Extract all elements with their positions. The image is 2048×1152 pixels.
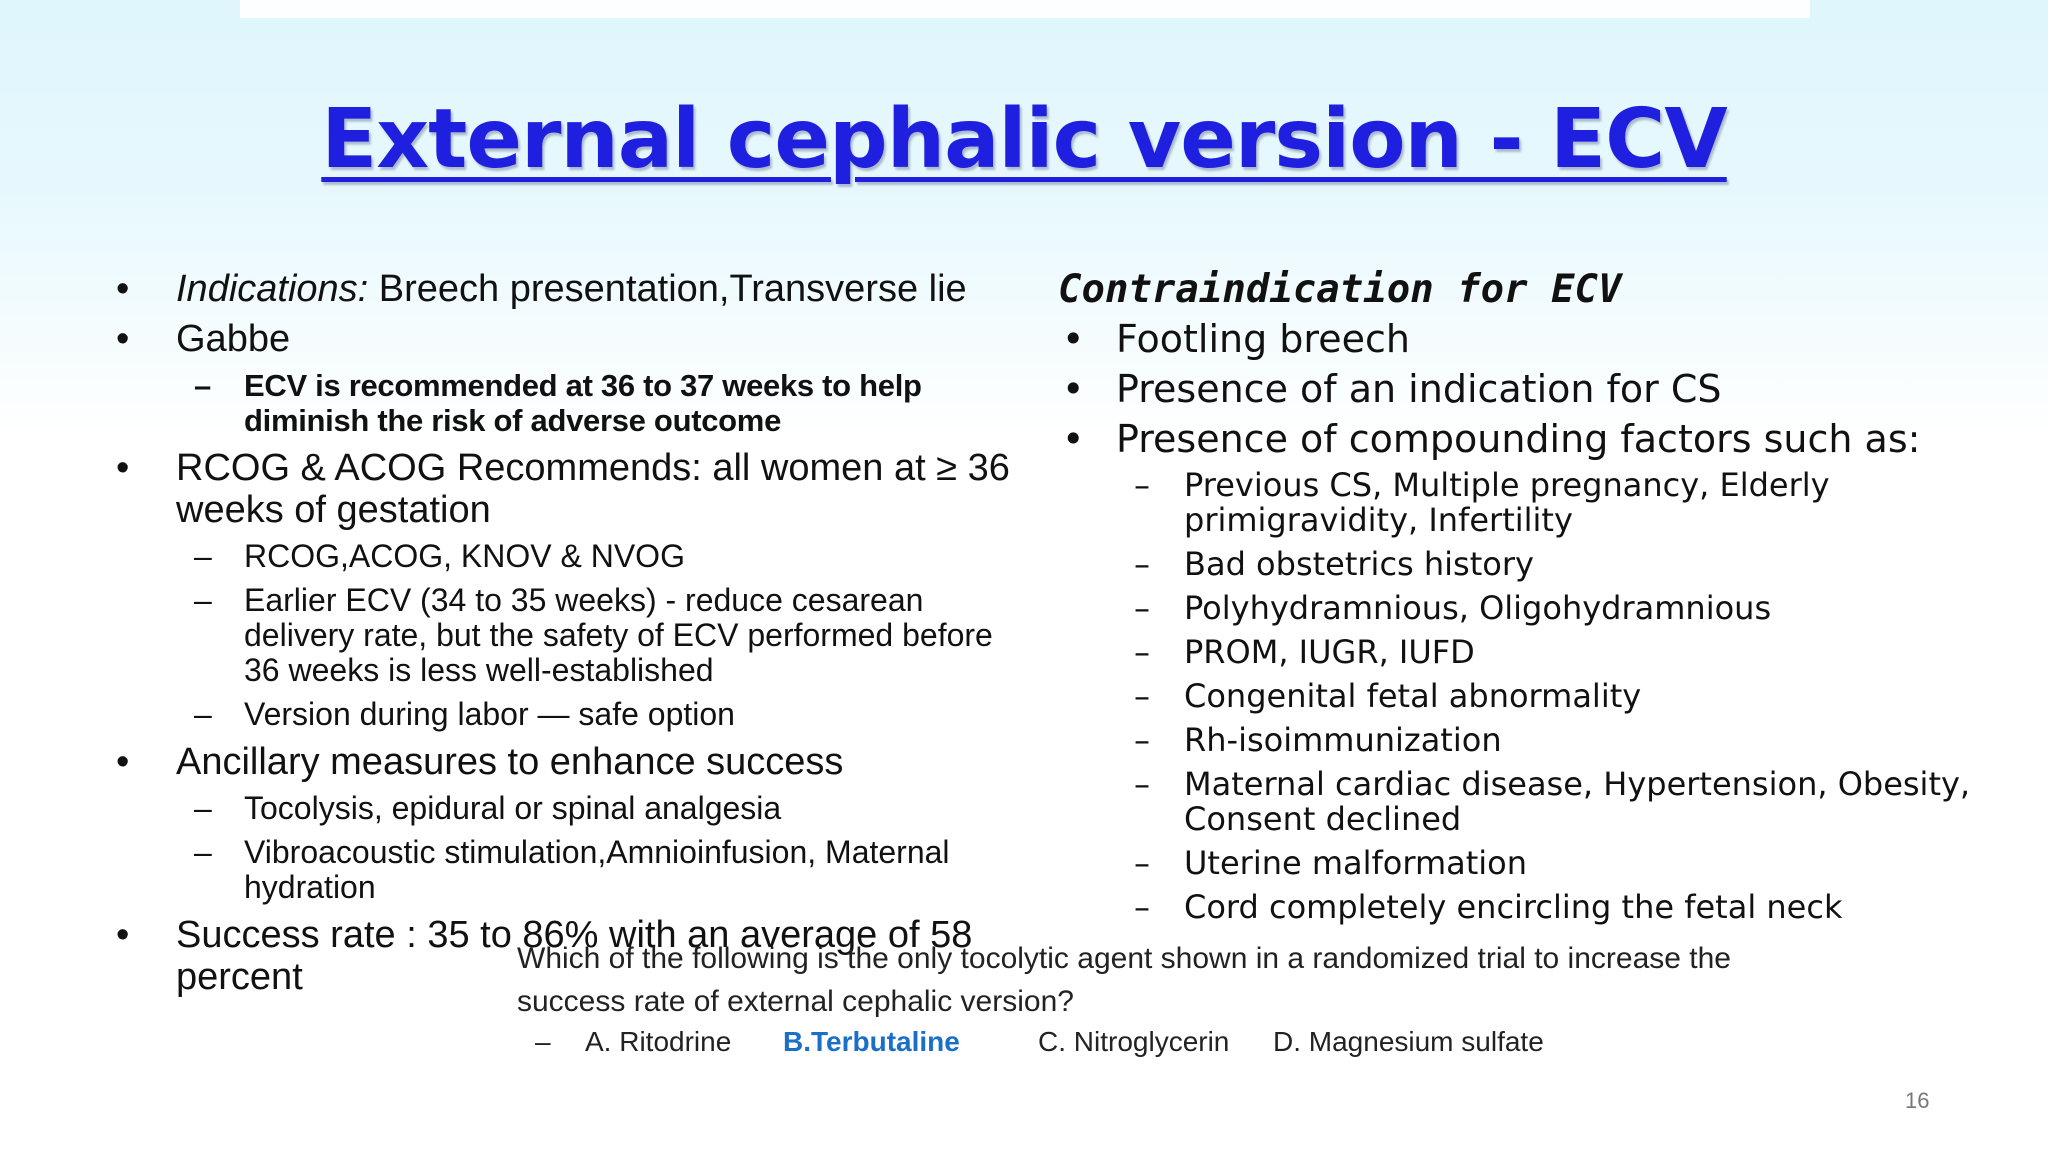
contra-item-3: • Presence of compounding factors such as: xyxy=(1058,418,1978,460)
option-dash: – xyxy=(535,1026,551,1057)
gabbe-item: • Gabbe xyxy=(112,318,1012,360)
rcog-subitem-2: – Earlier ECV (34 to 35 weeks) - reduce cesarean delivery rate, but the safety of ECV performed before 36 weeks is less well-established xyxy=(112,583,1012,688)
indications-item xyxy=(112,268,1012,310)
indications-label: Indications: xyxy=(176,268,369,310)
ancillary-item: • Ancillary measures to enhance success xyxy=(112,741,1012,783)
rcog-item: • RCOG & ACOG Recommends: all women at ≥ 36 weeks of gestation xyxy=(112,447,1012,531)
contra-item-2: • Presence of an indication for CS xyxy=(1058,368,1978,410)
contra-subitem-4: – PROM, IUGR, IUFD xyxy=(1058,635,1978,670)
contraindication-list xyxy=(1058,318,1978,925)
contra-subitem-5: – Congenital fetal abnormality xyxy=(1058,679,1978,714)
contra-subitem-2: – Bad obstetrics history xyxy=(1058,547,1978,582)
success-rate-item: • Success rate : 35 to 86% with an average of 58 percent xyxy=(112,914,1012,998)
page-number: 16 xyxy=(1905,1088,1930,1113)
rcog-subitem-3: – Version during labor — safe option xyxy=(112,697,1012,732)
contra-subitem-8: – Uterine malformation xyxy=(1058,846,1978,881)
rcog-subitem-1: – RCOG,ACOG, KNOV & NVOG xyxy=(112,539,1012,574)
option-d: D. Magnesium sulfate xyxy=(1273,1026,1544,1057)
contra-subitem-6: – Rh-isoimmunization xyxy=(1058,723,1978,758)
option-a: A. Ritodrine xyxy=(585,1026,732,1057)
left-column xyxy=(112,268,1012,1006)
top-strip xyxy=(240,0,1810,18)
ancillary-subitem-2: – Vibroacoustic stimulation,Amnioinfusion, Maternal hydration xyxy=(112,835,1012,905)
contra-item-1: • Footling breech xyxy=(1058,318,1978,360)
option-c: C. Nitroglycerin xyxy=(1038,1026,1230,1057)
quiz-question: Which of the following is the only tocolytic agent shown in a randomized trial to increase the success rate of external cephalic version? xyxy=(517,942,1731,1018)
option-b-correct: B.Terbutaline xyxy=(783,1026,960,1057)
slide-title xyxy=(0,92,2048,187)
ancillary-subitem-1: – Tocolysis, epidural or spinal analgesia xyxy=(112,791,1012,826)
contraindication-heading: Contraindication for ECV xyxy=(1058,267,1622,312)
contra-subitem-3: – Polyhydramnious, Oligohydramnious xyxy=(1058,591,1978,626)
indications-text: Breech presentation,Transverse lie xyxy=(368,268,967,310)
contra-subitem-9: – Cord completely encircling the fetal neck xyxy=(1058,890,1978,925)
slide-title-text: External cephalic version - ECV xyxy=(321,92,1727,187)
contra-subitem-7: – Maternal cardiac disease, Hypertension, Obesity, Consent declined xyxy=(1058,767,1978,837)
right-column xyxy=(1058,268,1978,934)
gabbe-subitem: – ECV is recommended at 36 to 37 weeks to help diminish the risk of adverse outcome xyxy=(112,368,1012,438)
contra-subitem-1: – Previous CS, Multiple pregnancy, Elderly primigravidity, Infertility xyxy=(1058,468,1978,538)
